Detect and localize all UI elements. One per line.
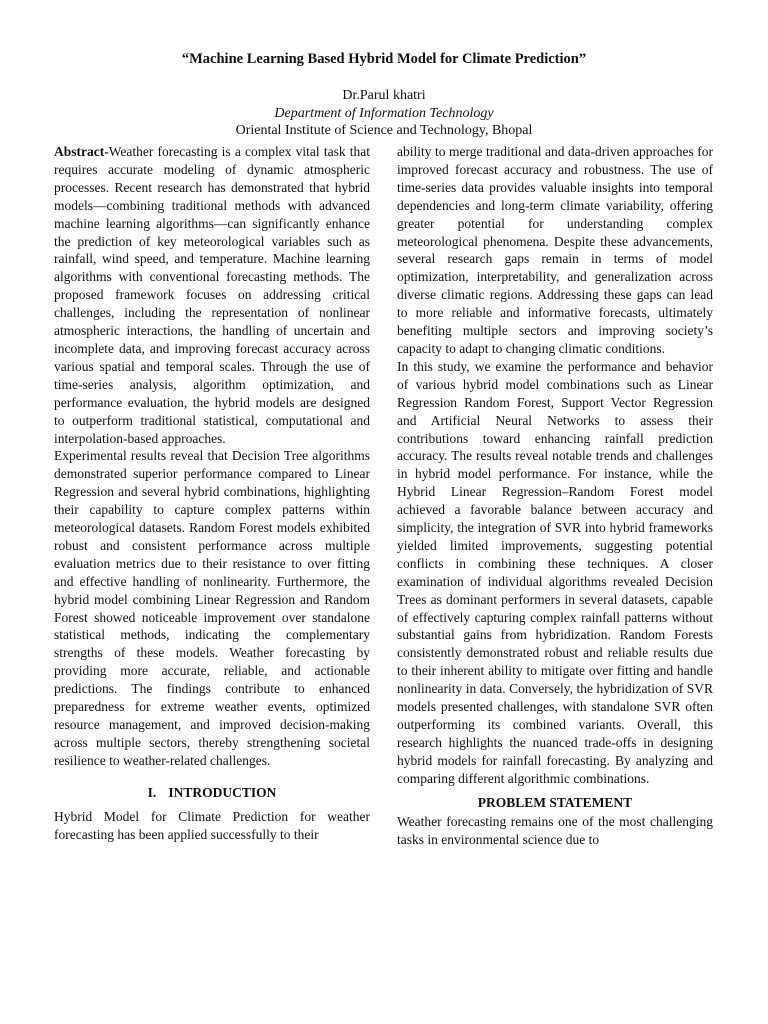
problem-statement-heading: PROBLEM STATEMENT [477,794,633,810]
abstract-text-1: Weather forecasting is a complex vital task that requires accurate modeling of dynamic atmospheric processes. Recent research has demonstrated that hybrid models—combining traditional methods with advanced machine learning algorithms—can significantly enhance the prediction of key meteorological variables such as rainfall, wind speed, and temperature. Machine learning algorithms with conventional forecasting methods. The proposed framework focuses on addressing critical challenges, including the representation of nonlinear atmospheric interactions, the handling of uncertain and incomplete data, and improving forecast accuracy across various spatial and temporal scales. Through the use of time-series analysis, algorithm optimization, and performance evaluation, the hybrid models are designed to outperform traditional statistical, computational and interpolation-based approaches. [54,144,370,446]
abstract-paragraph-1 [54,143,370,447]
abstract-paragraph-2: Experimental results reveal that Decision Tree algorithms demonstrated superior performance compared to Linear Regression and several hybrid combinations, highlighting their capability to capture complex patterns within meteorological datasets. Random Forest models exhibited robust and consistent performance across multiple evaluation metrics due to their resistance to over fitting and effective handling of nonlinearity. Furthermore, the hybrid model combining Linear Regression and Random Forest showed noticeable improvement over standalone statistical methods, indicating the complementary strengths of these models. Weather forecasting by providing more accurate, reliable, and actionable predictions. The findings contribute to enhanced preparedness for extreme weather events, optimized resource management, and improved decision-making across multiple sectors, thereby strengthening societal resilience to weather-related challenges. [54,448,370,768]
paper-title: “Machine Learning Based Hybrid Model for Climate Prediction” [181,51,587,67]
introduction-paragraph: Hybrid Model for Climate Prediction for weather forecasting has been applied successfully to their [54,808,370,842]
institution: Oriental Institute of Science and Technology, Bhopal [235,123,533,138]
section-number: I. [147,784,157,800]
right-paragraph-2: In this study, we examine the performance and behavior of various hybrid model combinations such as Linear Regression Random Forest, Support Vector Regression and Artificial Neural Networks to assess their contributions toward enhancing rainfall prediction accuracy. The results reveal notable trends and challenges in hybrid model performance. For instance, while the Hybrid Linear Regression–Random Forest model achieved a favorable balance between accuracy and simplicity, the integration of SVR into hybrid frameworks yielded limited improvements, suggesting potential conflicts in combining these techniques. A closer examination of individual algorithms revealed Decision Trees as dominant performers in several datasets, capable of effectively capturing complex rainfall patterns without substantial gains from hybridization. Random Forests consistently demonstrated robust and reliable results due to their inherent ability to mitigate over fitting and handle nonlinearity in data. Conversely, the hybridization of SVR models presented challenges, with standalone SVR often outperforming its combined variants. Overall, this research highlights the nuanced trade-offs in designing hybrid models for rainfall forecasting. By analyzing and comparing different algorithmic combinations. [397,358,713,786]
author-name: Dr.Parul khatri [342,88,426,103]
left-column [54,143,370,844]
right-paragraph-1: ability to merge traditional and data-driven approaches for improved forecast accuracy and robustness. The use of time-series data provides valuable insights into temporal dependencies and long-term climate variability, offering greater potential for understanding complex meteorological phenomena. Despite these advancements, several research gaps remain in terms of model optimization, interpretability, and generalization across diverse climatic regions. Addressing these gaps can lead to more reliable and informative forecasts, ultimately benefiting multiple sectors and improving society’s capacity to adapt to changing climatic conditions. [397,144,713,356]
problem-statement-paragraph: Weather forecasting remains one of the most challenging tasks in environmental science due to [397,813,713,847]
section-title: INTRODUCTION [168,784,277,800]
introduction-heading [54,784,370,802]
abstract-label: Abstract- [54,144,109,159]
right-column [397,143,713,848]
department: Department of Information Technology [274,106,494,121]
